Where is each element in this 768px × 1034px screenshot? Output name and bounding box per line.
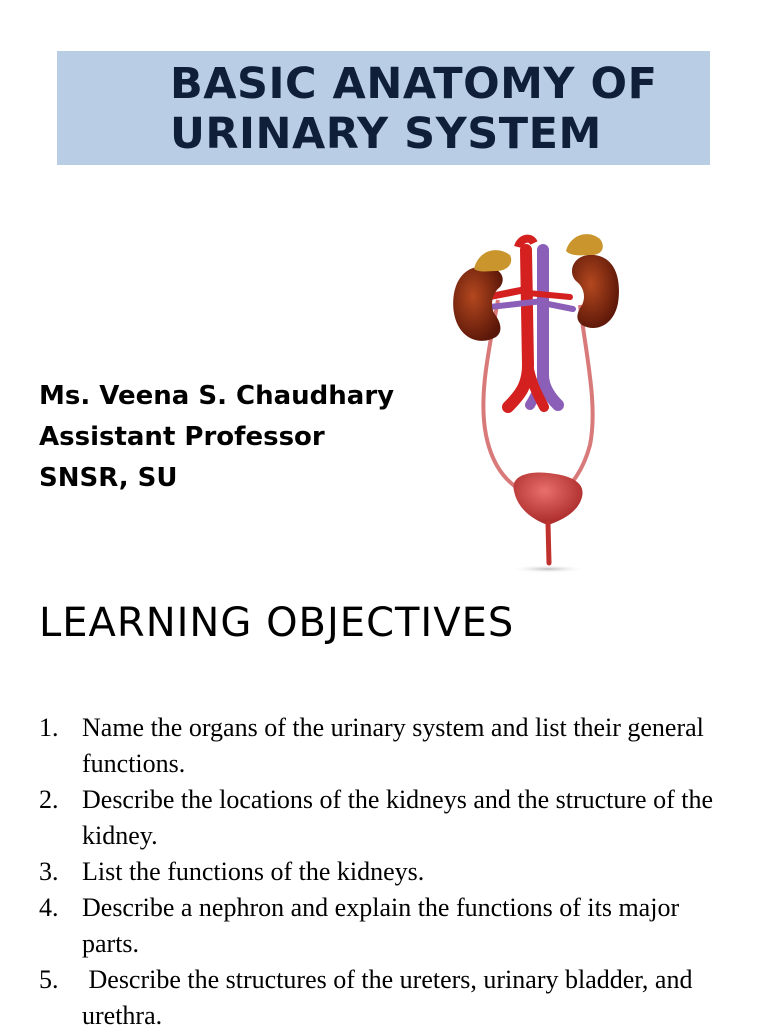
list-item-number: 3. — [39, 857, 59, 886]
urinary-system-illustration — [448, 225, 628, 575]
list-item-number: 4. — [39, 893, 59, 922]
objectives-list — [39, 710, 739, 1034]
list-item-text: Describe a nephron and explain the functions of its major parts. — [82, 893, 680, 958]
page-title: BASIC ANATOMY OF URINARY SYSTEM — [170, 59, 658, 159]
list-item — [39, 890, 739, 962]
list-item-text: Describe the structures of the ureters, urinary bladder, and urethra. — [82, 965, 699, 1030]
list-item — [39, 710, 739, 782]
author-block — [39, 376, 394, 499]
list-item-number: 1. — [39, 713, 59, 742]
author-role: Assistant Professor — [39, 422, 325, 452]
list-item — [39, 962, 739, 1034]
list-item-text: Describe the locations of the kidneys and the structure of the kidney. — [82, 785, 714, 850]
learning-objectives-heading: LEARNING OBJECTIVES — [39, 600, 515, 646]
list-item-text: List the functions of the kidneys. — [82, 857, 425, 886]
author-name: Ms. Veena S. Chaudhary — [39, 381, 395, 411]
list-item-number: 5. — [39, 965, 59, 994]
author-affiliation: SNSR, SU — [39, 463, 178, 493]
list-item — [39, 854, 739, 890]
list-item-text: Name the organs of the urinary system and list their general functions. — [82, 713, 704, 778]
list-item-number: 2. — [39, 785, 59, 814]
list-item — [39, 782, 739, 854]
title-banner — [57, 51, 710, 165]
